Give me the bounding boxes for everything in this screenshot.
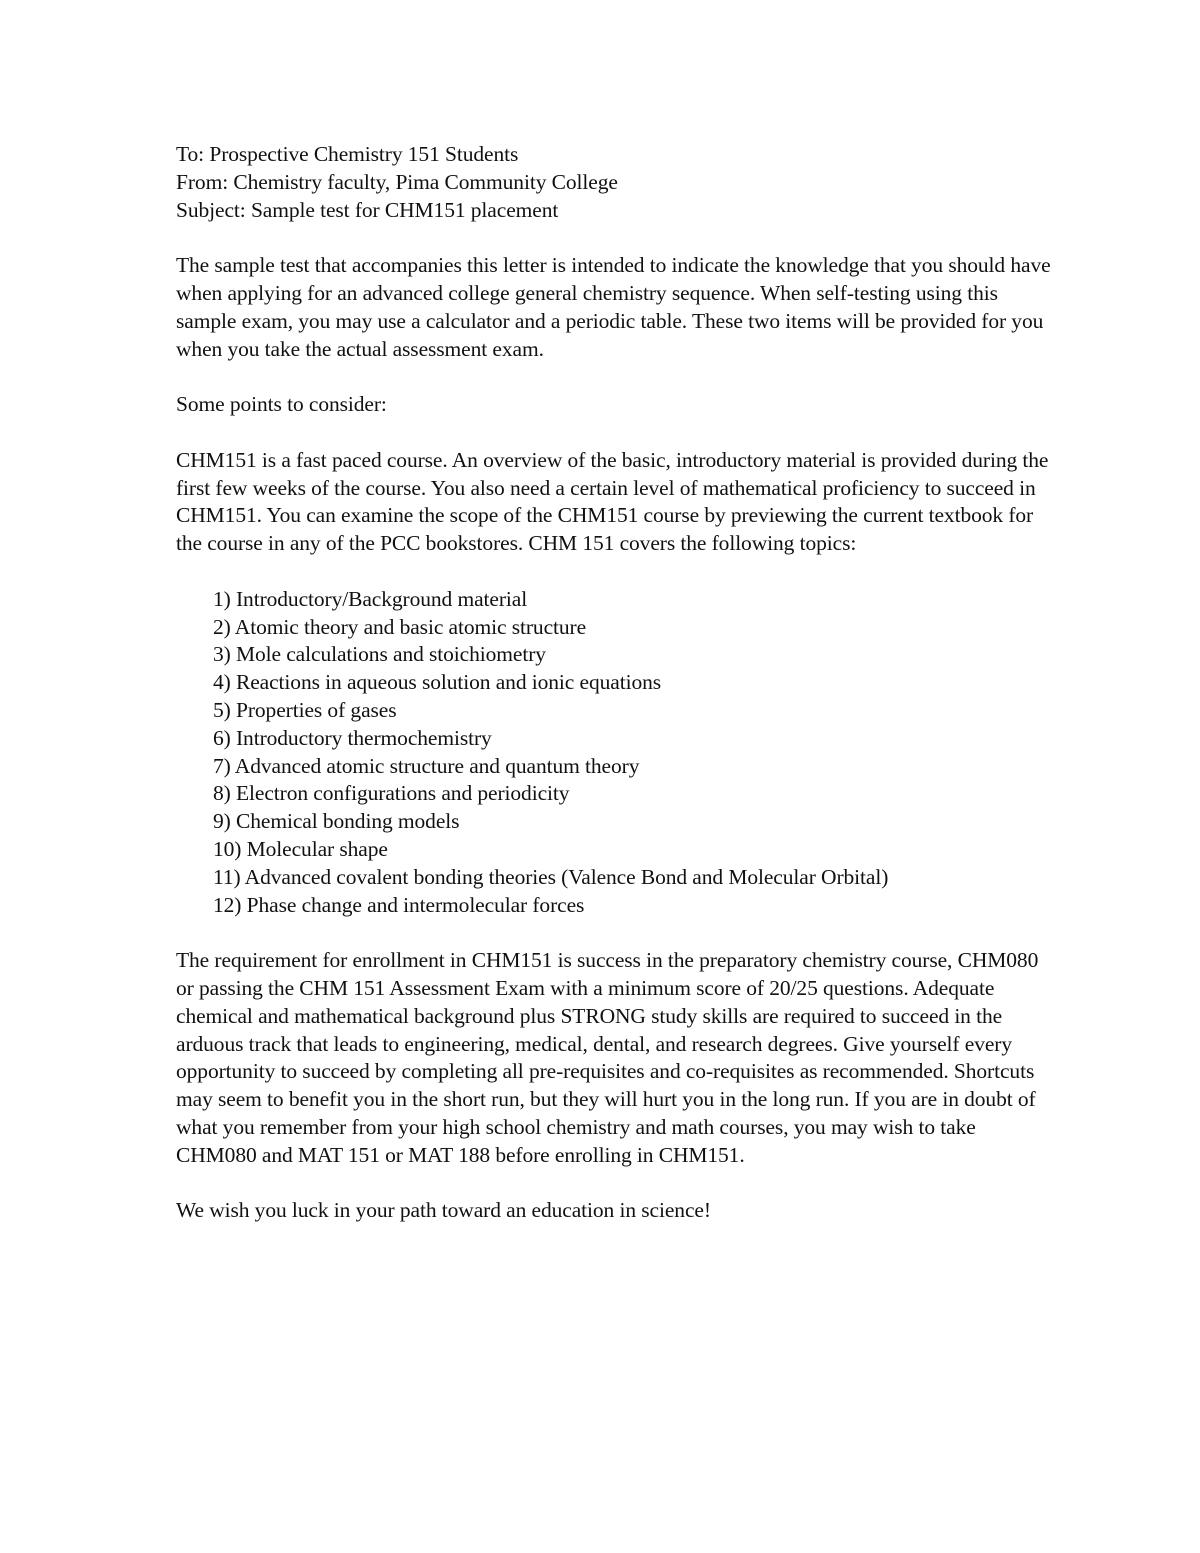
memo-from: From: Chemistry faculty, Pima Community College <box>176 169 618 194</box>
list-item: 3) Mole calculations and stoichiometry <box>213 642 546 667</box>
letter-body <box>176 141 1056 1253</box>
list-item: 8) Electron configurations and periodicity <box>213 781 570 806</box>
list-item: 4) Reactions in aqueous solution and ionic equations <box>213 670 662 695</box>
points-heading: Some points to consider: <box>176 392 387 417</box>
list-item: 5) Properties of gases <box>213 697 397 722</box>
list-item: 6) Introductory thermochemistry <box>213 725 492 750</box>
memo-subject: Subject: Sample test for CHM151 placement <box>176 197 559 222</box>
list-item: 10) Molecular shape <box>213 836 388 861</box>
memo-header <box>176 141 1056 224</box>
list-item: 7) Advanced atomic structure and quantum theory <box>213 753 640 778</box>
course-overview-paragraph: CHM151 is a fast paced course. An overview of the basic, introductory material is provided during the first few weeks of the course. You also need a certain level of mathematical proficiency to succeed in CHM151. You can examine the scope of the CHM151 course by previewing the current textbook for the course in any of the PCC bookstores. CHM 151 covers the following topics: <box>176 447 1049 556</box>
memo-to: To: Prospective Chemistry 151 Students <box>176 142 519 166</box>
list-item: 2) Atomic theory and basic atomic structure <box>213 614 587 639</box>
list-item: 1) Introductory/Background material <box>213 586 528 611</box>
closing-line: We wish you luck in your path toward an education in science! <box>176 1198 711 1223</box>
intro-paragraph: The sample test that accompanies this letter is intended to indicate the knowledge that you should have when applying for an advanced college general chemistry sequence. When self-testing using this sample exam, you may use a calculator and a periodic table. These two items will be provided for you when you take the actual assessment exam. <box>176 253 1051 361</box>
requirement-paragraph: The requirement for enrollment in CHM151 is success in the preparatory chemistry course, CHM080 or passing the CHM 151 Assessment Exam with a minimum score of 20/25 questions. Adequate chemical and mathematical background plus STRONG study skills are required to succeed in the arduous track that leads to engineering, medical, dental, and research degrees. Give yourself every opportunity to succeed by completing all pre-requisites and co-requisites as recommended. Shortcuts may seem to benefit you in the short run, but they will hurt you in the long run. If you are in doubt of what you remember from your high school chemistry and math courses, you may wish to take CHM080 and MAT 151 or MAT 188 before enrolling in CHM151. <box>176 948 1039 1167</box>
topic-list <box>176 586 1056 920</box>
list-item: 12) Phase change and intermolecular forces <box>213 892 585 917</box>
list-item: 9) Chemical bonding models <box>213 809 460 834</box>
list-item: 11) Advanced covalent bonding theories (Valence Bond and Molecular Orbital) <box>213 864 889 889</box>
